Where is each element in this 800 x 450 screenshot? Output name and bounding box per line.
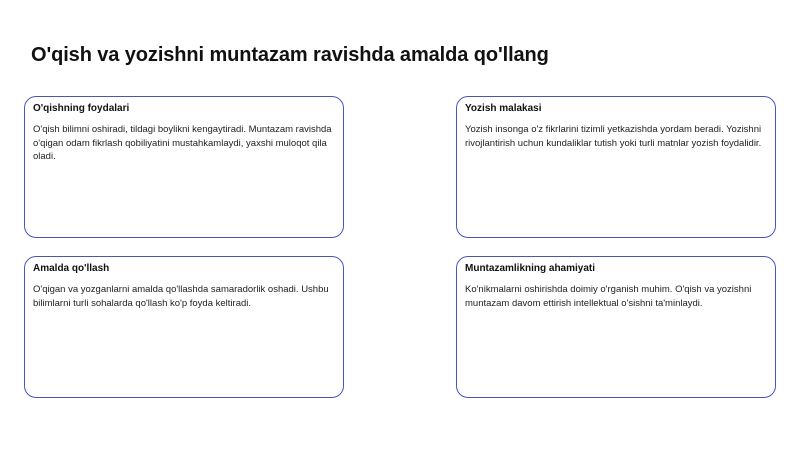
card-body: O'qigan va yozganlarni amalda qo'llashda samaradorlik oshadi. Ushbu bilimlarni turli sohalarda qo'llash ko'p foyda keltiradi. [33,284,329,309]
card-body: Ko'nikmalarni oshirishda doimiy o'rganish muhim. O'qish va yozishni muntazam davom ettirish intellektual o'sishni ta'minlaydi. [465,284,752,309]
card-title: Yozish malakasi [465,103,542,114]
card-title: O'qishning foydalari [33,103,130,114]
card-title: Amalda qo'llash [33,263,110,274]
card-writing-skill [456,96,776,238]
card-reading-benefits [24,96,344,238]
card-body: Yozish insonga o'z fikrlarini tizimli yetkazishda yordam beradi. Yozishni rivojlantirish uchun kundaliklar tutish yoki turli matnlar yozish foydalidir. [465,124,762,149]
card-regularity-importance [456,256,776,398]
card-practical-use [24,256,344,398]
card-body: O'qish bilimni oshiradi, tildagi boylikni kengaytiradi. Muntazam ravishda o'qigan odam fikrlash qobiliyatini mustahkamlaydi, yaxshi muloqot qila oladi. [33,124,332,162]
card-title: Muntazamlikning ahamiyati [465,263,596,274]
slide-title: O'qish va yozishni muntazam ravishda amalda qo'llang [31,44,549,66]
